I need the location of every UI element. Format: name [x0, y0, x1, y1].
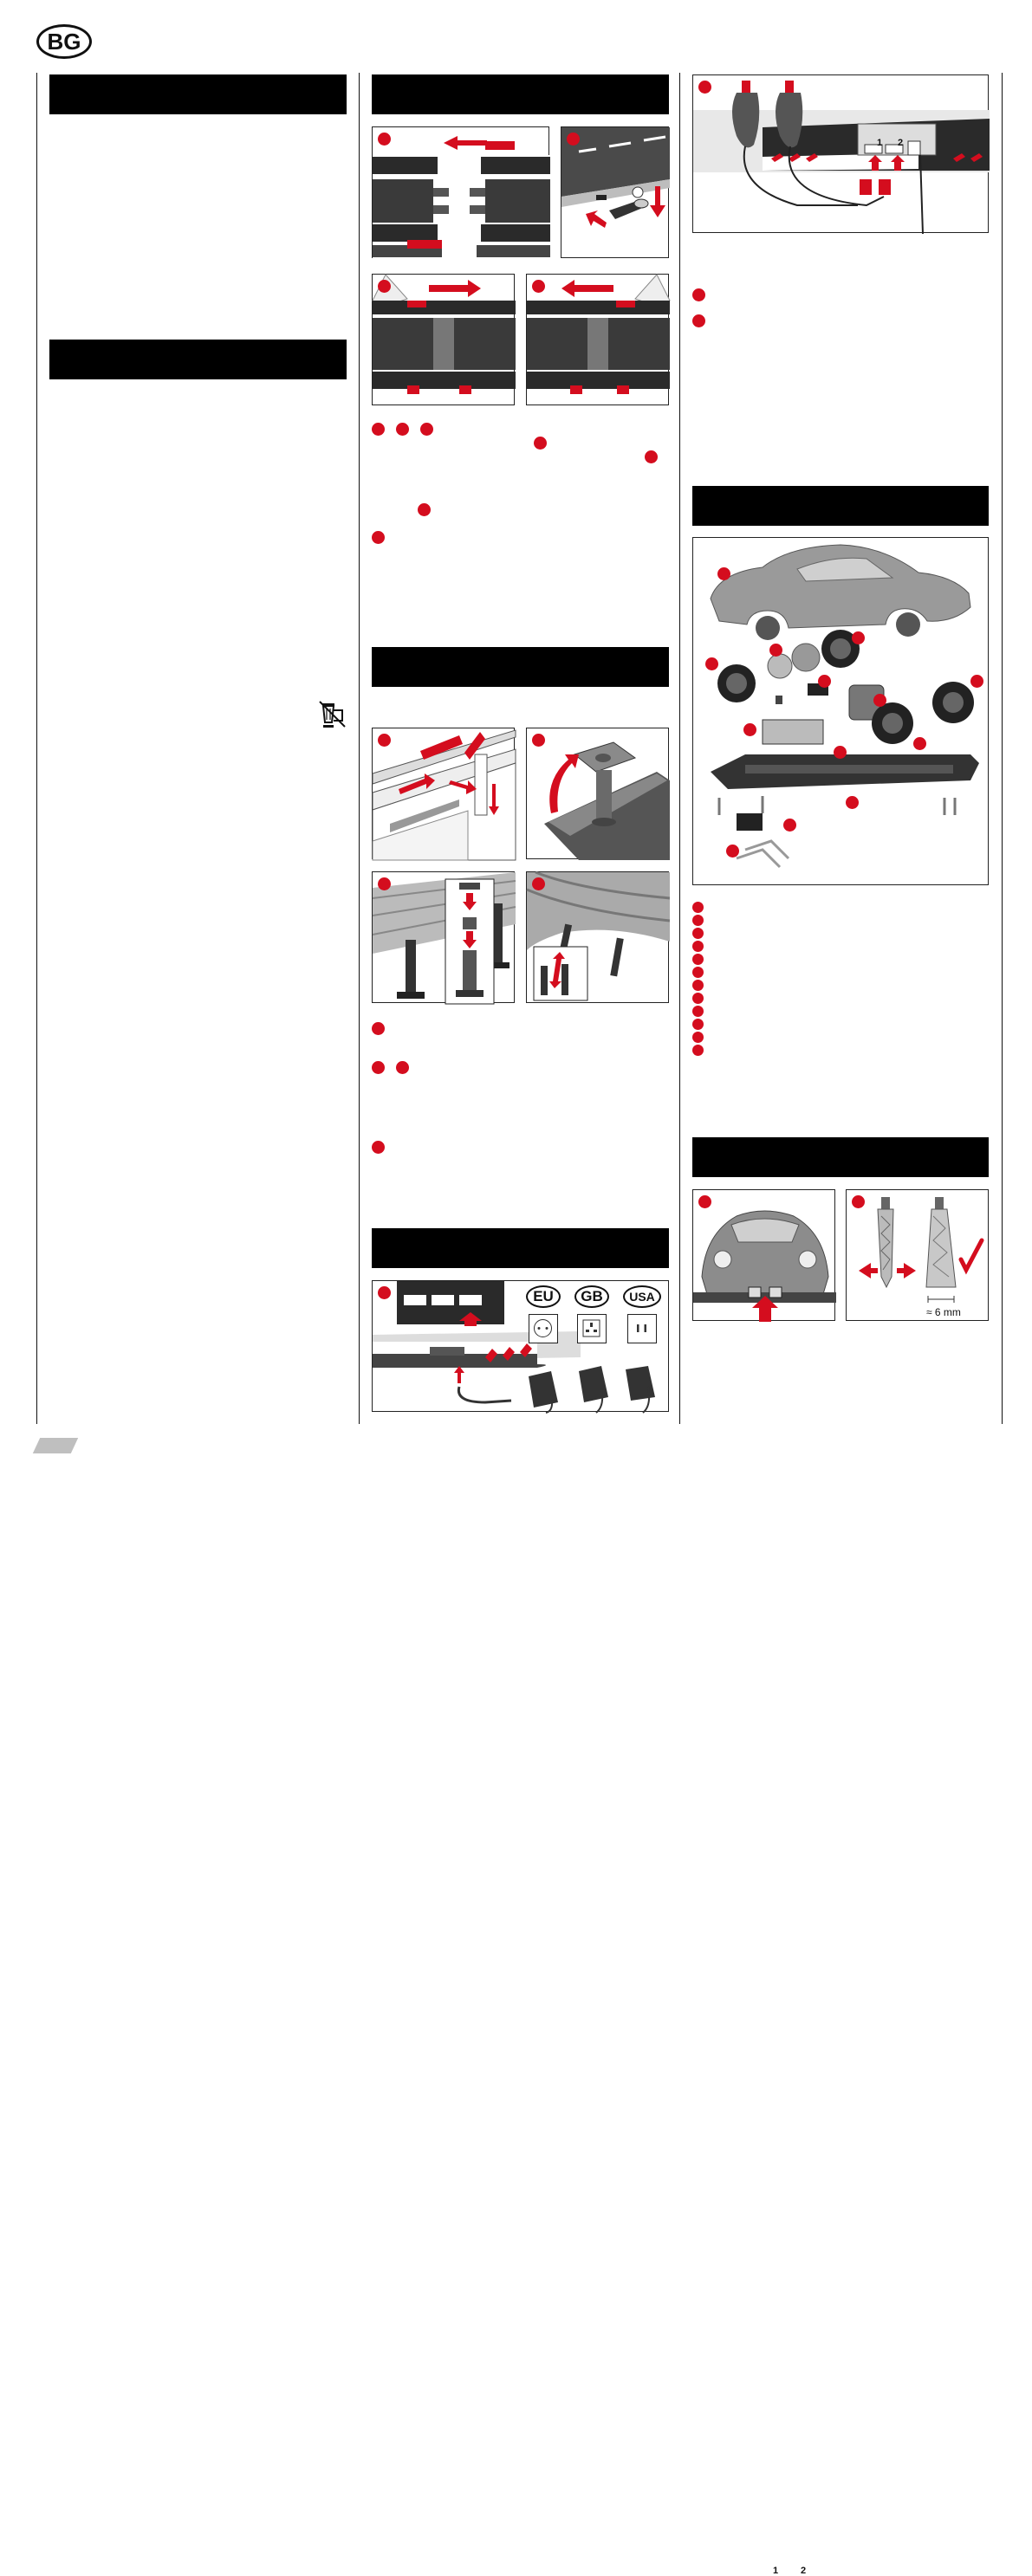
part-list-marker	[692, 954, 704, 965]
part-list-marker	[692, 928, 704, 939]
figure-car-guide-keel	[692, 1189, 835, 1321]
eu-socket-icon	[529, 1314, 558, 1343]
part-marker	[970, 675, 983, 688]
figure-marker	[698, 81, 711, 94]
plug-label-usa: USA	[623, 1285, 661, 1308]
step-marker	[420, 423, 433, 436]
step-marker	[692, 314, 705, 327]
figure-marker	[378, 877, 391, 890]
port-label-1: 1	[877, 138, 883, 148]
port-label-2: 2	[801, 2566, 807, 2576]
figure-marker	[532, 280, 545, 293]
part-marker	[873, 694, 886, 707]
figure-track-lock-right	[372, 274, 515, 405]
usa-socket-icon	[627, 1314, 657, 1343]
figure-controllers-connect	[692, 74, 989, 233]
section-header-bar-6	[692, 486, 989, 526]
step-marker	[372, 1022, 385, 1035]
figure-power-supply	[372, 1280, 807, 2576]
part-marker	[783, 819, 796, 832]
figure-marker	[567, 133, 580, 146]
figure-marker	[532, 877, 545, 890]
page-corner-mark	[33, 1438, 78, 1453]
step-marker	[372, 1061, 385, 1074]
part-list-marker	[692, 941, 704, 952]
figure-marker	[852, 1195, 865, 1208]
figure-marker	[378, 734, 391, 747]
column-rule-2	[679, 73, 680, 1424]
crossed-out-bin-icon	[319, 700, 347, 729]
part-list-marker	[692, 902, 704, 913]
plug-label-eu: EU	[526, 1285, 561, 1308]
figure-car-exploded-view	[692, 537, 989, 885]
step-marker	[692, 288, 705, 301]
brush-length-label: ≈ 6 mm	[926, 1306, 961, 1318]
figure-marker	[378, 1286, 391, 1299]
step-marker	[372, 531, 385, 544]
figure-guard-rail	[372, 728, 515, 859]
part-list-marker	[692, 1019, 704, 1030]
step-marker	[645, 450, 658, 463]
column-rule-1	[359, 73, 360, 1424]
section-header-bar-5	[372, 1228, 669, 1268]
section-header-bar-3	[372, 74, 669, 114]
figure-brush-contacts	[846, 1189, 989, 1321]
part-marker	[913, 737, 926, 750]
figure-track-clip	[561, 126, 669, 258]
figure-support-pillar-rotate	[526, 728, 669, 859]
part-marker	[717, 567, 730, 580]
part-marker	[818, 675, 831, 688]
step-marker	[372, 1141, 385, 1154]
language-badge: BG	[36, 24, 92, 59]
step-marker	[396, 1061, 409, 1074]
part-list-marker	[692, 980, 704, 991]
figure-marker	[378, 280, 391, 293]
step-marker	[418, 503, 431, 516]
port-label-1: 1	[773, 2566, 779, 2576]
figure-track-connect-1	[372, 126, 549, 258]
part-list-marker	[692, 1032, 704, 1043]
step-marker	[534, 437, 547, 450]
part-list-marker	[692, 1006, 704, 1017]
part-marker	[705, 657, 718, 670]
section-header-bar-4	[372, 647, 669, 687]
column-rule-left	[36, 73, 37, 1424]
plug-label-gb: GB	[574, 1285, 609, 1308]
figure-curve-pillars	[526, 871, 669, 1003]
part-marker	[834, 746, 847, 759]
part-marker	[852, 631, 865, 644]
step-marker	[372, 423, 385, 436]
part-list-marker	[692, 915, 704, 926]
figure-marker	[378, 133, 391, 146]
part-list-marker	[692, 1045, 704, 1056]
part-marker	[726, 845, 739, 858]
section-header-bar-2	[49, 340, 347, 379]
part-list-marker	[692, 993, 704, 1004]
figure-marker	[698, 1195, 711, 1208]
section-header-bar-1	[49, 74, 347, 114]
part-marker	[769, 644, 782, 657]
figure-pillar-assembly	[372, 871, 515, 1003]
port-label-2: 2	[898, 138, 904, 148]
part-list-marker	[692, 967, 704, 978]
figure-marker	[532, 734, 545, 747]
figure-track-lock-left	[526, 274, 669, 405]
part-marker	[743, 723, 756, 736]
section-header-bar-7	[692, 1137, 989, 1177]
gb-socket-icon	[577, 1314, 607, 1343]
column-rule-right	[1002, 73, 1003, 1424]
step-marker	[396, 423, 409, 436]
part-marker	[846, 796, 859, 809]
